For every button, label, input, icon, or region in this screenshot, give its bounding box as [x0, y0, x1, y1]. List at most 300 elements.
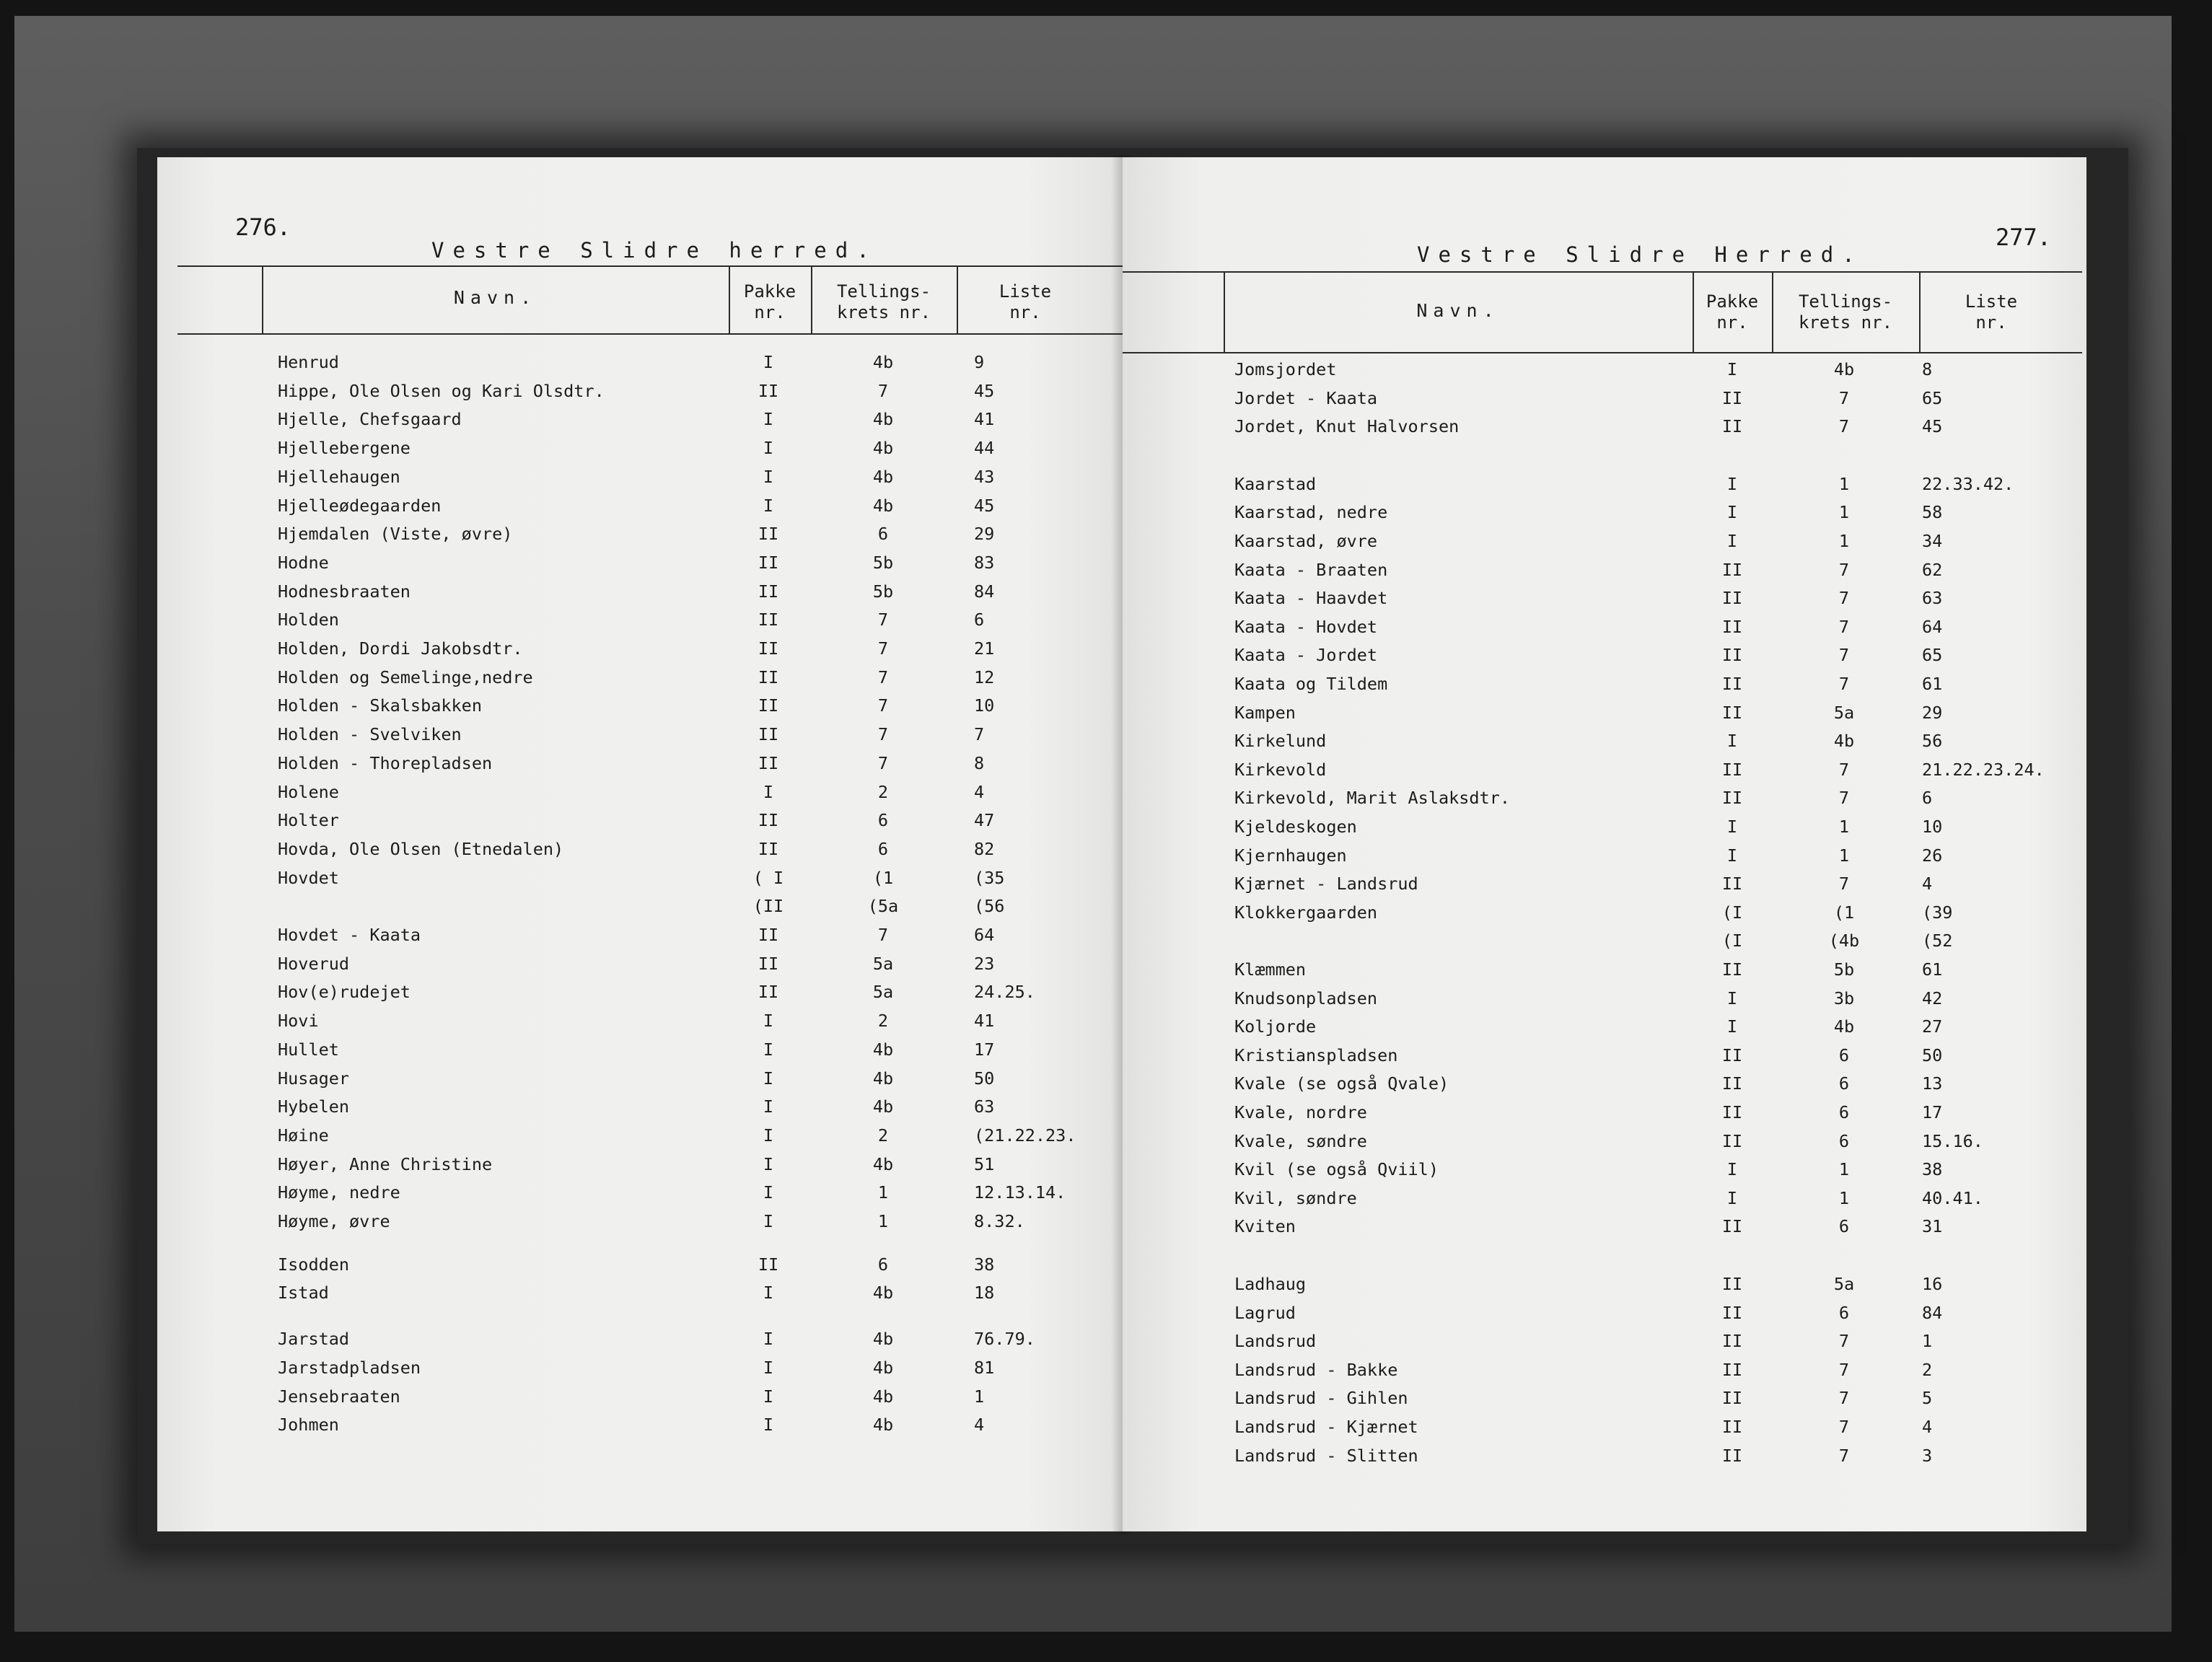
right-page — [1123, 157, 2086, 1531]
entry-krets: 7 — [1838, 416, 1850, 437]
entry-pakke: I — [763, 1211, 774, 1231]
entry-krets: 6 — [1838, 1216, 1850, 1237]
entry-liste: 10 — [974, 695, 995, 716]
entry-name: Kviten — [1234, 1216, 1296, 1237]
entry-liste: 3 — [1922, 1445, 1933, 1466]
entry-pakke: II — [1721, 1274, 1743, 1294]
entry-pakke: II — [758, 953, 779, 974]
right-header-krets: Tellings- krets nr. — [1798, 291, 1893, 333]
entry-name: Jensebraaten — [278, 1386, 400, 1407]
entry-name: Henrud — [278, 352, 339, 372]
entry-pakke: I — [763, 1039, 774, 1060]
entry-pakke: I — [763, 1068, 774, 1089]
entry-name: Høine — [278, 1125, 329, 1146]
entry-name: Hovdet - Kaata — [278, 925, 421, 945]
entry-krets: 4b — [872, 1153, 894, 1174]
entry-name: Kvil, søndre — [1234, 1187, 1357, 1208]
entry-liste: 31 — [1922, 1216, 1943, 1237]
entry-pakke: II — [1721, 1045, 1743, 1065]
entry-liste: 29 — [1922, 702, 1943, 723]
entry-pakke: I — [1726, 1016, 1738, 1037]
entry-liste: 1 — [1922, 1331, 1933, 1352]
entry-pakke: II — [758, 838, 779, 859]
entry-pakke: I — [763, 1283, 774, 1303]
entry-name: Kaarstad, øvre — [1234, 531, 1378, 551]
entry-liste: 4 — [974, 781, 985, 802]
entry-krets: 5b — [872, 552, 894, 573]
entry-name: Kaata - Braaten — [1234, 559, 1388, 580]
entry-pakke: I — [763, 1153, 774, 1174]
entry-krets: 4b — [1833, 731, 1855, 752]
entry-pakke: I — [763, 495, 774, 516]
entry-name: Koljorde — [1234, 1016, 1317, 1037]
entry-name: Hippe, Ole Olsen og Kari Olsdtr. — [278, 380, 605, 401]
entry-pakke: I — [763, 1125, 774, 1146]
entry-pakke: II — [1721, 559, 1743, 580]
entry-liste: 84 — [1922, 1302, 1943, 1323]
entry-name: Hov(e)rudejet — [278, 982, 411, 1003]
entry-krets: 4b — [872, 1357, 894, 1378]
entry-pakke: II — [758, 638, 779, 659]
entry-liste: 27 — [1922, 1016, 1943, 1037]
entry-pakke: I — [763, 409, 774, 430]
entry-pakke: II — [1721, 674, 1743, 694]
entry-krets: 7 — [1838, 1331, 1850, 1352]
entry-pakke: I — [1726, 845, 1738, 866]
entry-krets: 7 — [1838, 616, 1850, 637]
entry-krets: 7 — [877, 724, 889, 745]
entry-pakke: I — [1726, 1187, 1738, 1208]
entry-pakke: II — [1721, 1445, 1743, 1466]
entry-liste: 45 — [1922, 416, 1943, 437]
entry-krets: 6 — [1838, 1045, 1850, 1065]
entry-liste: 34 — [1922, 531, 1943, 551]
entry-pakke: I — [1726, 731, 1738, 752]
entry-pakke: II — [1721, 959, 1743, 980]
entry-liste: (21.22.23. — [974, 1125, 1076, 1146]
entry-liste: 7 — [974, 724, 985, 745]
entry-name: Hullet — [278, 1039, 339, 1060]
entry-krets: 6 — [1838, 1102, 1850, 1122]
entry-name: Holden — [278, 610, 339, 630]
entry-name: Kvale, nordre — [1234, 1102, 1367, 1122]
entry-pakke: II — [758, 925, 779, 945]
entry-name: Holden - Thorepladsen — [278, 752, 493, 773]
entry-krets: 7 — [877, 667, 889, 687]
entry-name: Hjelleødegaarden — [278, 495, 442, 516]
entry-liste: 61 — [1922, 674, 1943, 694]
entry-liste: 5 — [1922, 1388, 1933, 1409]
entry-pakke: II — [1721, 1417, 1743, 1437]
right-header-liste: Liste nr. — [1965, 291, 2018, 333]
entry-pakke: I — [1726, 988, 1738, 1008]
entry-liste: 41 — [974, 409, 995, 430]
entry-liste: (39 — [1922, 902, 1953, 923]
entry-pakke: II — [1721, 1073, 1743, 1094]
right-header-top-rule — [1123, 271, 2082, 273]
entry-name: Kjernhaugen — [1234, 845, 1347, 866]
entry-liste: 4 — [1922, 874, 1933, 894]
entry-name: Holden - Svelviken — [278, 724, 462, 745]
entry-krets: 7 — [1838, 1417, 1850, 1437]
entry-krets: 7 — [877, 610, 889, 630]
entry-pakke: II — [758, 581, 779, 602]
entry-pakke: I — [763, 1096, 774, 1117]
entry-liste: 24.25. — [974, 982, 1035, 1003]
entry-name: Knudsonpladsen — [1234, 988, 1378, 1008]
entry-name: Landsrud - Kjærnet — [1234, 1417, 1418, 1437]
entry-krets: 7 — [1838, 588, 1850, 609]
entry-krets: 4b — [872, 1329, 894, 1350]
entry-krets: 1 — [877, 1211, 889, 1231]
entry-krets: 7 — [1838, 1445, 1850, 1466]
left-header-top-rule — [177, 265, 1123, 267]
entry-krets: 4b — [872, 409, 894, 430]
entry-name: Landsrud - Gihlen — [1234, 1388, 1408, 1409]
entry-liste: 51 — [974, 1153, 995, 1174]
entry-krets: (5a — [867, 896, 899, 917]
entry-pakke: (I — [1721, 902, 1743, 923]
entry-krets: 4b — [872, 438, 894, 459]
entry-pakke: I — [763, 438, 774, 459]
left-header-krets: Tellings- krets nr. — [836, 281, 931, 322]
entry-name: Kaarstad — [1234, 473, 1317, 494]
entry-pakke: II — [1721, 416, 1743, 437]
entry-name: Holden, Dordi Jakobsdtr. — [278, 638, 523, 659]
entry-krets: 1 — [1838, 531, 1850, 551]
entry-krets: 4b — [1833, 1016, 1855, 1037]
entry-liste: 40.41. — [1922, 1187, 1983, 1208]
entry-name: Johmen — [278, 1415, 339, 1435]
entry-liste: 4 — [974, 1415, 985, 1435]
entry-name: Kaata - Hovdet — [1234, 616, 1378, 637]
entry-pakke: II — [1721, 645, 1743, 666]
entry-liste: 8.32. — [974, 1211, 1025, 1231]
entry-krets: 5b — [1833, 959, 1855, 980]
entry-liste: 45 — [974, 380, 995, 401]
entry-name: Jarstadpladsen — [278, 1357, 421, 1378]
entry-pakke: II — [1721, 1130, 1743, 1151]
entry-pakke: II — [1721, 1216, 1743, 1237]
entry-name: Hovdet — [278, 867, 339, 888]
entry-liste: 58 — [1922, 502, 1943, 523]
left-header-liste: Liste nr. — [999, 281, 1052, 322]
entry-liste: 64 — [974, 925, 995, 945]
entry-liste: 15.16. — [1922, 1130, 1983, 1151]
entry-name: Hjellebergene — [278, 438, 411, 459]
entry-pakke: II — [1721, 1102, 1743, 1122]
entry-name: Kjeldeskogen — [1234, 817, 1357, 837]
entry-krets: 7 — [1838, 788, 1850, 809]
entry-krets: (1 — [872, 867, 894, 888]
entry-liste: 64 — [1922, 616, 1943, 637]
entry-name: Hjemdalen (Viste, øvre) — [278, 524, 513, 545]
entry-pakke: I — [763, 466, 774, 487]
entry-name: Lagrud — [1234, 1302, 1296, 1323]
entry-liste: 63 — [1922, 588, 1943, 609]
entry-krets: 4b — [872, 1039, 894, 1060]
entry-pakke: (II — [752, 896, 784, 917]
entry-pakke: II — [1721, 788, 1743, 809]
entry-krets: 6 — [1838, 1130, 1850, 1151]
entry-krets: 6 — [877, 524, 889, 545]
entry-pakke: II — [758, 695, 779, 716]
entry-name: Kaata - Haavdet — [1234, 588, 1388, 609]
entry-liste: 42 — [1922, 988, 1943, 1008]
entry-krets: 2 — [877, 1011, 889, 1032]
entry-krets: 7 — [1838, 559, 1850, 580]
entry-liste: 63 — [974, 1096, 995, 1117]
entry-krets: (4b — [1828, 931, 1860, 951]
entry-pakke: II — [758, 552, 779, 573]
entry-name: Ladhaug — [1234, 1274, 1307, 1294]
entry-liste: 10 — [1922, 817, 1943, 837]
entry-krets: 7 — [877, 638, 889, 659]
entry-name: Kaata - Jordet — [1234, 645, 1378, 666]
entry-liste: 8 — [974, 752, 985, 773]
entry-liste: 17 — [974, 1039, 995, 1060]
entry-krets: 7 — [1838, 387, 1850, 408]
entry-pakke: I — [763, 1329, 774, 1350]
entry-pakke: I — [1726, 473, 1738, 494]
entry-name: Hjellehaugen — [278, 466, 400, 487]
entry-pakke: I — [763, 1182, 774, 1203]
entry-krets: 6 — [877, 810, 889, 831]
entry-liste: 26 — [1922, 845, 1943, 866]
entry-liste: 82 — [974, 838, 995, 859]
entry-pakke: II — [758, 380, 779, 401]
entry-pakke: II — [758, 724, 779, 745]
entry-liste: 38 — [1922, 1159, 1943, 1180]
entry-liste: 44 — [974, 438, 995, 459]
entry-name: Husager — [278, 1068, 350, 1089]
entry-pakke: II — [1721, 702, 1743, 723]
entry-liste: 81 — [974, 1357, 995, 1378]
entry-krets: 4b — [872, 1283, 894, 1303]
entry-name: Hjelle, Chefsgaard — [278, 409, 462, 430]
entry-pakke: II — [1721, 588, 1743, 609]
entry-name: Klæmmen — [1234, 959, 1307, 980]
entry-name: Kvale (se også Qvale) — [1234, 1073, 1449, 1094]
entry-name: Hovda, Ole Olsen (Etnedalen) — [278, 838, 564, 859]
entry-krets: 4b — [1833, 359, 1855, 379]
entry-pakke: I — [763, 1415, 774, 1435]
entry-liste: 29 — [974, 524, 995, 545]
entry-name: Kirkelund — [1234, 731, 1327, 752]
entry-name: Istad — [278, 1283, 329, 1303]
entry-krets: 7 — [877, 925, 889, 945]
entry-liste: 6 — [1922, 788, 1933, 809]
entry-pakke: II — [1721, 1302, 1743, 1323]
entry-krets: 7 — [877, 380, 889, 401]
entry-liste: 84 — [974, 581, 995, 602]
entry-pakke: I — [763, 352, 774, 372]
entry-name: Landsrud - Slitten — [1234, 1445, 1418, 1466]
entry-liste: 65 — [1922, 645, 1943, 666]
entry-name: Jordet - Kaata — [1234, 387, 1378, 408]
entry-liste: 56 — [1922, 731, 1943, 752]
entry-liste: 12.13.14. — [974, 1182, 1066, 1203]
entry-name: Holene — [278, 781, 339, 802]
entry-name: Hodne — [278, 552, 329, 573]
entry-pakke: I — [763, 1357, 774, 1378]
entry-name: Høyme, nedre — [278, 1182, 400, 1203]
entry-name: Kvil (se også Qviil) — [1234, 1159, 1439, 1180]
entry-name: Hodnesbraaten — [278, 581, 411, 602]
entry-pakke: II — [1721, 387, 1743, 408]
entry-name: Høyer, Anne Christine — [278, 1153, 493, 1174]
entry-liste: 83 — [974, 552, 995, 573]
left-page-title: Vestre Slidre herred. — [431, 238, 878, 263]
entry-liste: 38 — [974, 1254, 995, 1275]
entry-pakke: II — [758, 1254, 779, 1275]
entry-krets: 5a — [872, 953, 894, 974]
entry-pakke: II — [758, 810, 779, 831]
entry-name: Kjærnet - Landsrud — [1234, 874, 1418, 894]
entry-name: Kirkevold, Marit Aslaksdtr. — [1234, 788, 1511, 809]
entry-pakke: II — [758, 524, 779, 545]
entry-liste: 13 — [1922, 1073, 1943, 1094]
entry-liste: 2 — [1922, 1359, 1933, 1380]
entry-pakke: II — [758, 667, 779, 687]
entry-pakke: I — [1726, 359, 1738, 379]
entry-liste: 21.22.23.24. — [1922, 759, 2045, 780]
entry-liste: 4 — [1922, 1417, 1933, 1437]
entry-liste: 50 — [974, 1068, 995, 1089]
entry-krets: 7 — [1838, 1388, 1850, 1409]
left-page-number: 276. — [235, 214, 291, 241]
entry-liste: 6 — [974, 610, 985, 630]
entry-name: Hoverud — [278, 953, 350, 974]
entry-liste: 21 — [974, 638, 995, 659]
entry-liste: 1 — [974, 1386, 985, 1407]
right-header-pakke: Pakke nr. — [1706, 291, 1759, 333]
entry-name: Kristianspladsen — [1234, 1045, 1398, 1065]
entry-krets: 7 — [1838, 1359, 1850, 1380]
entry-name: Kvale, søndre — [1234, 1130, 1367, 1151]
entry-liste: 65 — [1922, 387, 1943, 408]
entry-krets: 1 — [1838, 1187, 1850, 1208]
entry-name: Holden - Skalsbakken — [278, 695, 482, 716]
right-header-navn: Navn. — [1416, 300, 1500, 321]
entry-krets: 4b — [872, 1068, 894, 1089]
entry-krets: 3b — [1833, 988, 1855, 1008]
entry-pakke: (I — [1721, 931, 1743, 951]
entry-liste: 41 — [974, 1011, 995, 1032]
entry-krets: 7 — [1838, 645, 1850, 666]
entry-name: Kampen — [1234, 702, 1296, 723]
entry-krets: 6 — [877, 1254, 889, 1275]
entry-name: Høyme, øvre — [278, 1211, 390, 1231]
entry-krets: 4b — [872, 466, 894, 487]
entry-name: Landsrud - Bakke — [1234, 1359, 1398, 1380]
entry-name: Klokkergaarden — [1234, 902, 1378, 923]
entry-name: Holter — [278, 810, 339, 831]
entry-krets: 7 — [1838, 759, 1850, 780]
left-header-bottom-rule — [177, 333, 1123, 335]
entry-krets: 7 — [877, 695, 889, 716]
entry-krets: 7 — [877, 752, 889, 773]
entry-liste: (52 — [1922, 931, 1953, 951]
entry-name: Hovi — [278, 1011, 319, 1032]
entry-krets: 1 — [1838, 817, 1850, 837]
entry-pakke: I — [763, 781, 774, 802]
entry-name: Kaarstad, nedre — [1234, 502, 1388, 523]
entry-pakke: II — [1721, 616, 1743, 637]
entry-krets: 1 — [1838, 502, 1850, 523]
entry-pakke: II — [758, 982, 779, 1003]
entry-krets: 5a — [1833, 702, 1855, 723]
entry-pakke: I — [763, 1386, 774, 1407]
right-header-bottom-rule — [1123, 352, 2082, 353]
entry-krets: 7 — [1838, 674, 1850, 694]
entry-pakke: I — [1726, 1159, 1738, 1180]
entry-pakke: I — [1726, 502, 1738, 523]
entry-pakke: II — [758, 752, 779, 773]
entry-name: Holden og Semelinge,nedre — [278, 667, 533, 687]
entry-pakke: II — [1721, 1388, 1743, 1409]
left-header-navn: Navn. — [453, 287, 537, 308]
entry-name: Landsrud — [1234, 1331, 1317, 1352]
entry-pakke: II — [758, 610, 779, 630]
entry-krets: 1 — [1838, 845, 1850, 866]
entry-name: Jarstad — [278, 1329, 350, 1350]
entry-liste: 16 — [1922, 1274, 1943, 1294]
left-header-pakke: Pakke nr. — [743, 281, 796, 322]
entry-pakke: II — [1721, 1359, 1743, 1380]
entry-liste: (35 — [974, 867, 1005, 888]
entry-pakke: II — [1721, 759, 1743, 780]
entry-krets: 5b — [872, 581, 894, 602]
entry-krets: 4b — [872, 1386, 894, 1407]
entry-liste: 9 — [974, 352, 985, 372]
entry-pakke: II — [1721, 874, 1743, 894]
entry-krets: 2 — [877, 781, 889, 802]
entry-krets: 4b — [872, 352, 894, 372]
left-page — [157, 157, 1123, 1531]
entry-liste: 61 — [1922, 959, 1943, 980]
entry-pakke: ( I — [752, 867, 784, 888]
entry-name: Kirkevold — [1234, 759, 1327, 780]
entry-pakke: II — [1721, 1331, 1743, 1352]
entry-krets: 1 — [1838, 473, 1850, 494]
entry-liste: 22.33.42. — [1922, 473, 2014, 494]
entry-liste: 76.79. — [974, 1329, 1035, 1350]
entry-krets: 2 — [877, 1125, 889, 1146]
entry-pakke: I — [1726, 531, 1738, 551]
entry-name: Jordet, Knut Halvorsen — [1234, 416, 1460, 437]
entry-pakke: I — [1726, 817, 1738, 837]
entry-krets: 1 — [1838, 1159, 1850, 1180]
entry-liste: 50 — [1922, 1045, 1943, 1065]
entry-krets: 1 — [877, 1182, 889, 1203]
entry-liste: 47 — [974, 810, 995, 831]
entry-pakke: I — [763, 1011, 774, 1032]
entry-krets: 4b — [872, 1096, 894, 1117]
entry-liste: 18 — [974, 1283, 995, 1303]
entry-krets: 4b — [872, 1415, 894, 1435]
right-page-title: Vestre Slidre Herred. — [1417, 242, 1864, 267]
entry-krets: 4b — [872, 495, 894, 516]
entry-name: Hybelen — [278, 1096, 350, 1117]
entry-krets: 6 — [877, 838, 889, 859]
entry-liste: 17 — [1922, 1102, 1943, 1122]
right-page-number: 277. — [1996, 224, 2052, 251]
entry-name: Isodden — [278, 1254, 350, 1275]
entry-liste: 8 — [1922, 359, 1933, 379]
entry-name: Kaata og Tildem — [1234, 674, 1388, 694]
entry-krets: (1 — [1833, 902, 1855, 923]
